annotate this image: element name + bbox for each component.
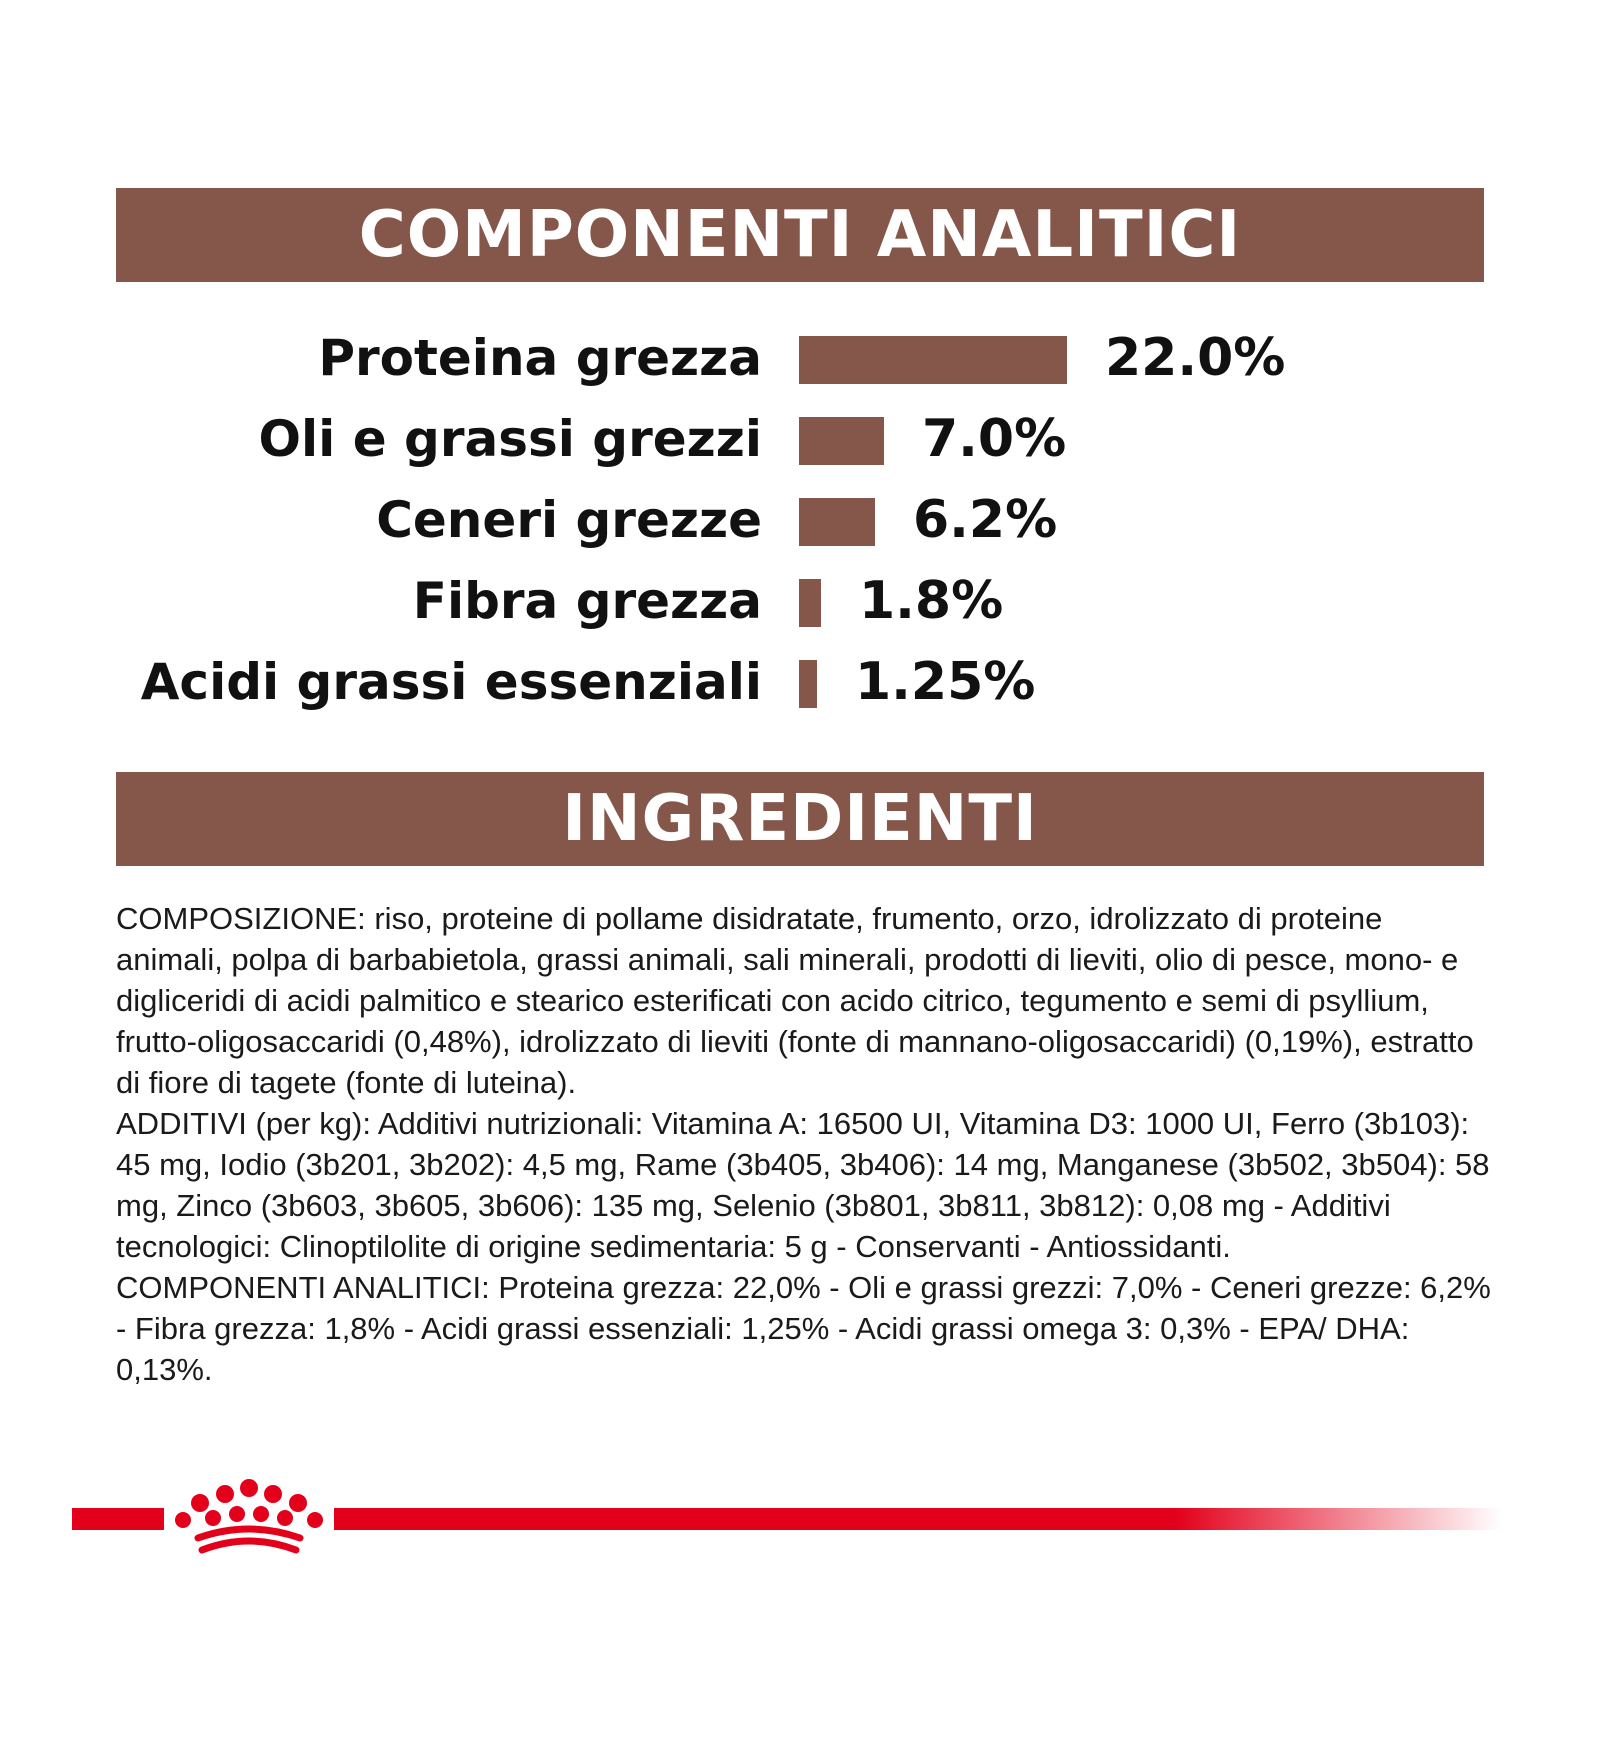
brand-line-left [72,1508,164,1530]
ingredients-banner [116,772,1484,866]
analytical-paragraph: COMPONENTI ANALITICI: Proteina grezza: 22,0% - Oli e grassi grezzi: 7,0% - Ceneri grezze: 6,2% - Fibra grezza: 1,8% - Acidi grassi essenziali: 1,25% - Acidi grassi omega 3: 0,3% - EPA/ DHA: 0,13%. [116,1270,1491,1387]
analytic-bar [799,498,875,546]
ingredients-title: INGREDIENTI [562,782,1038,856]
analytic-label: Fibra grezza [412,572,762,630]
analytics-title: COMPONENTI ANALITICI [358,198,1242,272]
analytic-label: Ceneri grezze [376,491,762,549]
analytic-value: 6.2% [913,490,1058,550]
analytic-row-fat [0,411,1600,467]
analytic-label: Proteina grezza [318,329,762,387]
analytic-bar [799,660,817,708]
analytic-value: 1.25% [855,652,1036,712]
analytic-row-fibre [0,573,1600,629]
crown-icon [170,1476,328,1566]
analytic-row-protein [0,330,1600,386]
analytic-row-essential-fatty-acids [0,654,1600,710]
analytic-bar [799,579,821,627]
analytic-label: Acidi grassi essenziali [140,653,762,711]
additives-paragraph: ADDITIVI (per kg): Additivi nutrizionali: Vitamina A: 16500 UI, Vitamina D3: 1000 UI, Ferro (3b103): 45 mg, Iodio (3b201, 3b202): 4,5 mg, Rame (3b405, 3b406): 14 mg, Manganese (3b502, 3b504): 58 mg, Zinco (3b603, 3b605, 3b606): 135 mg, Selenio (3b801, 3b811, 3b812): 0,08 mg - Additivi tecnologici: Clinoptilolite di origine sedimentaria: 5 g - Conservanti - Antiossidanti. [116,1106,1490,1264]
analytic-bar [799,417,884,465]
analytic-value: 1.8% [859,571,1004,631]
analytic-bar [799,336,1067,384]
ingredients-text [116,898,1496,1390]
analytic-value: 22.0% [1105,328,1286,388]
brand-line-right [334,1508,1502,1530]
analytics-banner [116,188,1484,282]
analytic-value: 7.0% [922,409,1067,469]
analytic-label: Oli e grassi grezzi [258,410,762,468]
brand-footer [72,1476,1432,1566]
composition-paragraph: COMPOSIZIONE: riso, proteine di pollame disidratate, frumento, orzo, idrolizzato di proteine animali, polpa di barbabietola, grassi animali, sali minerali, prodotti di lieviti, olio di pesce, mono- e digliceridi di acidi palmitico e stearico esterificati con acido citrico, tegumento e semi di psyllium, frutto-oligosaccaridi (0,48%), idrolizzato di lieviti (fonte di mannano-oligosaccaridi) (0,19%), estratto di fiore di tagete (fonte di luteina). [116,901,1474,1100]
analytic-row-ash [0,492,1600,548]
